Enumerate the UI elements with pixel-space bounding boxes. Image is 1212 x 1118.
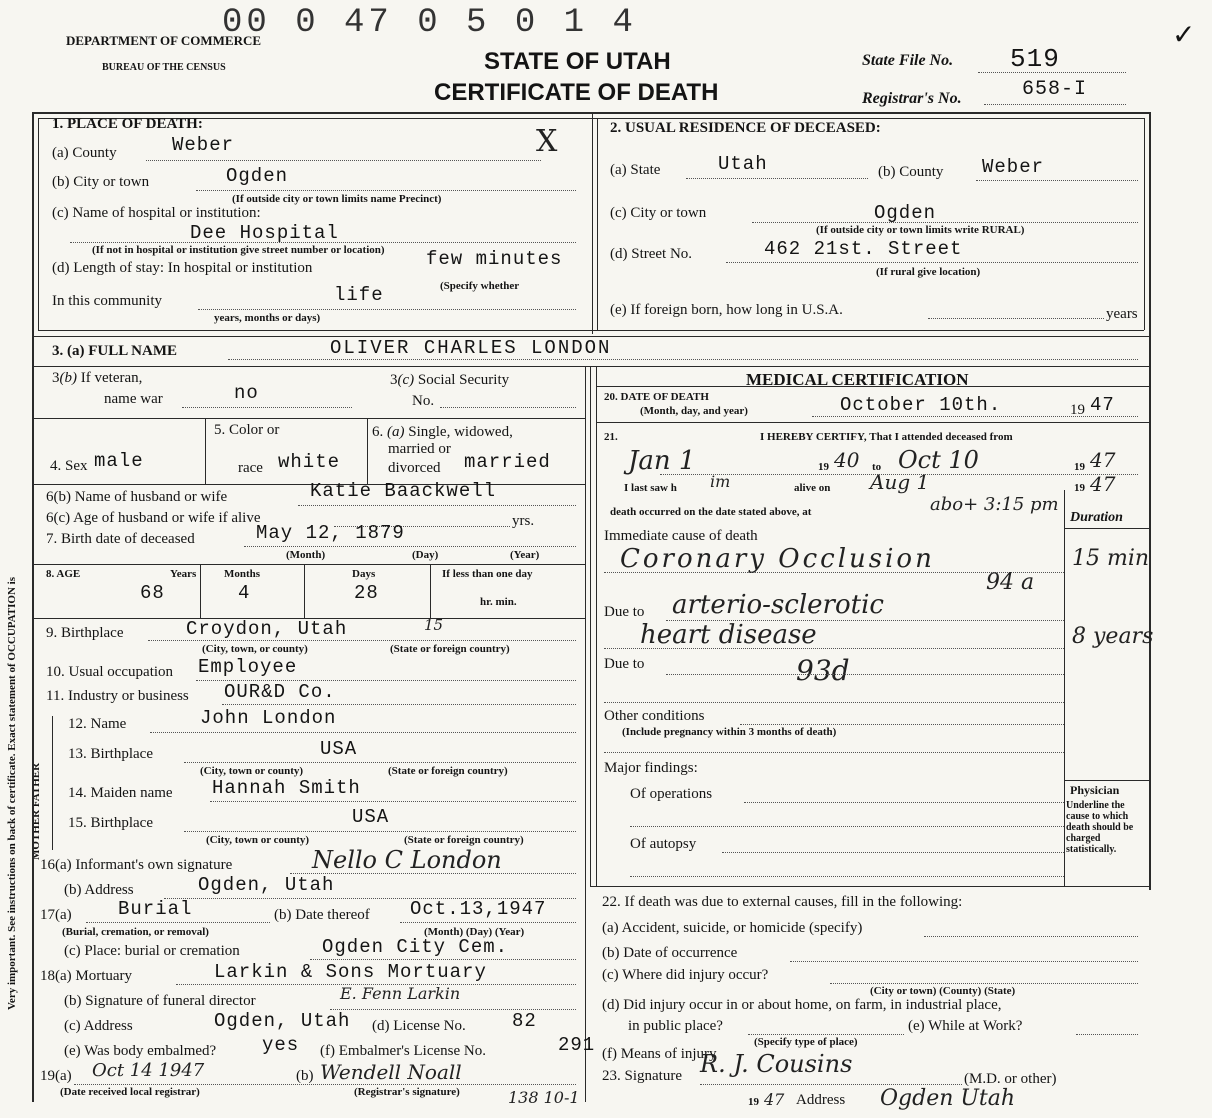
department-label: DEPARTMENT OF COMMERCE: [66, 33, 262, 48]
registrar-label: Registrar's No.: [862, 90, 962, 107]
pod-hospital[interactable]: Dee Hospital: [190, 222, 339, 244]
informant-address[interactable]: Ogden, Utah: [198, 874, 335, 896]
res-city-label: (c) City or town: [610, 205, 707, 221]
burial-method-label: 17(a): [40, 907, 72, 923]
mother-name-label: 14. Maiden name: [68, 785, 173, 801]
burial-date-note: (Month) (Day) (Year): [424, 926, 525, 938]
marital-label-1: 6. (a) Single, widowed,: [372, 424, 513, 440]
res-years-label: years: [1106, 306, 1138, 322]
ss-label-1: 3(c) Social Security: [390, 372, 510, 388]
of-operations-label: Of operations: [630, 786, 713, 802]
birth-month-note: (Month): [286, 549, 326, 561]
attended-from[interactable]: Jan 1: [628, 446, 696, 476]
embalmer-license[interactable]: 291: [558, 1034, 596, 1056]
color-label-1: 5. Color or: [214, 422, 280, 438]
age-label: 8. AGE: [46, 568, 81, 580]
sig-date-year[interactable]: 47: [764, 1090, 785, 1109]
birthplace-note-2: (State or foreign country): [390, 643, 510, 655]
pod-hospital-note: (If not in hospital or institution give street number or location): [92, 244, 385, 256]
color[interactable]: white: [278, 451, 341, 473]
date-of-death-century: 19: [1070, 402, 1085, 418]
alive-on[interactable]: Aug 1: [870, 470, 930, 494]
mother-bp-note-1: (City, town or county): [206, 834, 310, 846]
attended-to-century: 19: [1074, 461, 1085, 473]
of-autopsy-label: Of autopsy: [630, 836, 697, 852]
physician-signature[interactable]: R. J. Cousins: [700, 1050, 853, 1078]
side-instructions: Very important. See instructions on back of certificate. Exact statement of OCCUPATION is: [6, 576, 18, 1010]
mother-maiden-name[interactable]: Hannah Smith: [212, 777, 361, 799]
informant-signature[interactable]: Nello C London: [312, 846, 502, 874]
marital-label-2: married or: [388, 441, 451, 457]
marital-status[interactable]: married: [464, 451, 551, 473]
birthplace[interactable]: Croydon, Utah: [186, 618, 348, 640]
color-label-2: race: [238, 460, 263, 476]
pod-city-label: (b) City or town: [52, 174, 150, 190]
father-bp-note-2: (State or foreign country): [388, 765, 508, 777]
external-b: (b) Date of occurrence: [602, 945, 738, 961]
sex-label: 4. Sex: [50, 458, 88, 474]
pod-community-label: In this community: [52, 293, 162, 309]
res-foreign-label: (e) If foreign born, how long in U.S.A.: [610, 302, 843, 318]
burial-place-label: (c) Place: burial or cremation: [64, 943, 240, 959]
external-f: (f) Means of injury: [602, 1046, 717, 1062]
due-to-2[interactable]: 93d: [796, 654, 850, 687]
physician-label: Physician: [1070, 783, 1120, 797]
father-bp-note-1: (City, town or county): [200, 765, 304, 777]
address-label: Address: [796, 1092, 846, 1108]
res-city[interactable]: Ogden: [874, 202, 937, 224]
res-street[interactable]: 462 21st. Street: [764, 238, 963, 260]
res-county-label: (b) County: [878, 164, 944, 180]
major-findings-label: Major findings:: [604, 760, 698, 776]
pod-city[interactable]: Ogden: [226, 165, 289, 187]
external-d-note: (Specify type of place): [754, 1036, 858, 1048]
license-label: (d) License No.: [372, 1018, 466, 1034]
pod-county[interactable]: Weber: [172, 134, 235, 156]
to-label: to: [872, 461, 882, 473]
external-d-1: (d) Did injury occur in or about home, on farm, in industrial place,: [602, 997, 1002, 1013]
mortuary-label: 18(a) Mortuary: [40, 968, 133, 984]
residence-heading: 2. USUAL RESIDENCE OF DECEASED:: [610, 120, 881, 136]
registrar-sig-note: (Registrar's signature): [354, 1086, 460, 1098]
place-of-death-heading: 1. PLACE OF DEATH:: [52, 116, 203, 132]
registrar-signature[interactable]: Wendell Noall: [320, 1060, 462, 1084]
informant-sig-label: 16(a) Informant's own signature: [40, 857, 233, 873]
birth-year-note: (Year): [510, 549, 540, 561]
funeral-address-label: (c) Address: [64, 1018, 133, 1034]
mother-birthplace-label: 15. Birthplace: [68, 815, 153, 831]
physician-note: Underline the cause to which death should be charged statistically.: [1066, 800, 1134, 855]
birth-date-label: 7. Birth date of deceased: [46, 531, 195, 547]
age-years[interactable]: 68: [140, 582, 165, 604]
occurred-time[interactable]: abo+ 3:15 pm: [930, 494, 1059, 515]
industry-label: 11. Industry or business: [46, 688, 189, 704]
sex[interactable]: male: [94, 450, 144, 472]
birth-date[interactable]: May 12, 1879: [256, 522, 405, 544]
due-to-1-duration[interactable]: 8 years: [1072, 624, 1154, 649]
age-less-day-label: If less than one day: [442, 568, 533, 580]
occupation-label: 10. Usual occupation: [46, 664, 174, 680]
external-heading: 22. If death was due to external causes, fill in the following:: [602, 894, 963, 910]
burial-date-label: (b) Date thereof: [274, 907, 370, 923]
attended-from-year[interactable]: 40: [834, 448, 860, 472]
state-title: STATE OF UTAH: [484, 48, 671, 75]
res-state-label: (a) State: [610, 162, 661, 178]
embalmed[interactable]: yes: [262, 1034, 300, 1056]
date-of-death-sub: (Month, day, and year): [640, 405, 748, 417]
age-months-label: Months: [224, 568, 261, 580]
date-received[interactable]: Oct 14 1947: [92, 1060, 205, 1081]
mortuary[interactable]: Larkin & Sons Mortuary: [214, 961, 487, 983]
external-d-2: in public place?: [628, 1018, 723, 1034]
cause-code-1: 94 a: [986, 570, 1035, 595]
external-c: (c) Where did injury occur?: [602, 967, 769, 983]
sig-date-century: 19: [748, 1096, 759, 1108]
due-to-1-label: Due to: [604, 604, 645, 620]
alive-on-label: alive on: [794, 482, 831, 494]
registrar-mark: 138 10-1: [508, 1088, 580, 1107]
spouse-age-yrs: yrs.: [512, 513, 535, 529]
father-name-label: 12. Name: [68, 716, 127, 732]
veteran[interactable]: no: [234, 382, 259, 404]
occurred-label: death occurred on the date stated above, at: [610, 506, 812, 518]
birthplace-mark: 15: [424, 616, 444, 634]
burial-date[interactable]: Oct.13,1947: [410, 898, 547, 920]
immediate-duration[interactable]: 15 min: [1072, 546, 1150, 571]
res-city-note: (If outside city or town limits write RURAL): [816, 224, 1025, 236]
physician-address[interactable]: Ogden Utah: [880, 1086, 1016, 1111]
father-birthplace-label: 13. Birthplace: [68, 746, 153, 762]
other-conditions-note: (Include pregnancy within 3 months of death): [622, 726, 837, 738]
res-street-note: (If rural give location): [876, 266, 981, 278]
last-saw-label: I last saw h: [624, 482, 677, 494]
pod-stay-note: (Specify whether: [440, 280, 520, 292]
embalmed-label: (e) Was body embalmed?: [64, 1043, 217, 1059]
director-label: (b) Signature of funeral director: [64, 993, 256, 1009]
registrar-sig-label: (b): [296, 1068, 314, 1084]
received-note: (Date received local registrar): [60, 1086, 200, 1098]
pod-stay-label: (d) Length of stay: In hospital or institution: [52, 260, 313, 276]
veteran-label-1: 3(b) If veteran,: [52, 370, 143, 386]
burial-method-note: (Burial, cremation, or removal): [62, 926, 209, 938]
date-of-death[interactable]: October 10th.: [840, 394, 1002, 416]
due-to-1-line-1[interactable]: arterio-sclerotic: [672, 590, 884, 620]
age-years-label: Years: [170, 568, 197, 580]
external-a: (a) Accident, suicide, or homicide (specify): [602, 920, 863, 936]
veteran-label-2: name war: [104, 391, 163, 407]
birth-day-note: (Day): [412, 549, 439, 561]
due-to-1-line-2[interactable]: heart disease: [640, 620, 817, 650]
medical-heading: MEDICAL CERTIFICATION: [746, 370, 969, 389]
signature-suffix: (M.D. or other): [964, 1071, 1057, 1087]
bureau-label: BUREAU OF THE CENSUS: [102, 62, 226, 73]
informant-address-label: (b) Address: [64, 882, 134, 898]
immediate-cause-label: Immediate cause of death: [604, 528, 758, 544]
marital-label-3: divorced: [388, 460, 441, 476]
burial-method[interactable]: Burial: [118, 898, 193, 920]
immediate-cause[interactable]: Coronary Occlusion: [620, 544, 935, 574]
spouse-label: 6(b) Name of husband or wife: [46, 489, 228, 505]
serial-number: 00 0 47 0 5 0 1 4: [222, 4, 637, 42]
mother-birthplace[interactable]: USA: [352, 806, 390, 828]
pod-county-label: (a) County: [52, 145, 117, 161]
date-of-death-year[interactable]: 47: [1090, 394, 1115, 416]
burial-place[interactable]: Ogden City Cem.: [322, 936, 509, 958]
due-to-2-label: Due to: [604, 656, 645, 672]
mother-bp-note-2: (State or foreign country): [404, 834, 524, 846]
license-number[interactable]: 82: [512, 1010, 537, 1032]
date-of-death-label: 20. DATE OF DEATH: [604, 391, 709, 403]
embalmer-license-label: (f) Embalmer's License No.: [320, 1043, 486, 1059]
birthplace-label: 9. Birthplace: [46, 625, 124, 641]
spouse-name[interactable]: Katie Baackwell: [310, 480, 497, 502]
received-label: 19(a): [40, 1068, 72, 1084]
alive-on-century: 19: [1074, 482, 1085, 494]
res-state[interactable]: Utah: [718, 153, 768, 175]
check-mark: ✓: [1172, 20, 1196, 51]
last-saw-him[interactable]: im: [710, 472, 731, 491]
funeral-director-signature[interactable]: E. Fenn Larkin: [340, 984, 461, 1003]
pod-community[interactable]: life: [334, 284, 384, 306]
age-days[interactable]: 28: [354, 582, 379, 604]
side-parents-label: MOTHER FATHER: [30, 762, 42, 860]
external-e: (e) While at Work?: [908, 1018, 1023, 1034]
pod-stay[interactable]: few minutes: [426, 248, 563, 270]
industry[interactable]: OUR&D Co.: [224, 681, 336, 703]
state-file-label: State File No.: [862, 52, 954, 69]
external-c-note: (City or town) (County) (State): [870, 985, 1016, 997]
ss-label-2: No.: [412, 393, 435, 409]
attended-to[interactable]: Oct 10: [898, 446, 979, 474]
full-name[interactable]: OLIVER CHARLES LONDON: [330, 337, 612, 359]
alive-year[interactable]: 47: [1090, 472, 1116, 496]
pod-x-mark: X: [536, 124, 558, 159]
signature-label: 23. Signature: [602, 1068, 682, 1084]
spouse-age-label: 6(c) Age of husband or wife if alive: [46, 510, 261, 526]
duration-label: Duration: [1070, 510, 1123, 525]
res-county[interactable]: Weber: [982, 156, 1045, 178]
father-birthplace[interactable]: USA: [320, 738, 358, 760]
birthplace-note-1: (City, town, or county): [202, 643, 308, 655]
certify-text: I HEREBY CERTIFY, That I attended deceased from: [760, 431, 1013, 443]
father-name[interactable]: John London: [200, 707, 337, 729]
full-name-label: 3. (a) FULL NAME: [52, 343, 177, 359]
age-days-label: Days: [352, 568, 376, 580]
funeral-address[interactable]: Ogden, Utah: [214, 1010, 351, 1032]
occupation[interactable]: Employee: [198, 656, 298, 678]
attended-to-year[interactable]: 47: [1090, 448, 1116, 472]
age-months[interactable]: 4: [238, 582, 251, 604]
attended-from-century: 19: [818, 461, 829, 473]
pod-hospital-label: (c) Name of hospital or institution:: [52, 205, 261, 221]
registrar-number: 658-I: [1022, 78, 1088, 101]
certify-number: 21.: [604, 431, 618, 443]
certificate-title: CERTIFICATE OF DEATH: [434, 79, 719, 106]
pod-city-note: (If outside city or town limits name Precinct): [232, 193, 442, 205]
pod-community-note: years, months or days): [214, 312, 321, 324]
state-file-number: 519: [1010, 44, 1060, 74]
age-hr-min: hr. min.: [480, 596, 517, 608]
other-conditions-label: Other conditions: [604, 708, 705, 724]
res-street-label: (d) Street No.: [610, 246, 693, 262]
